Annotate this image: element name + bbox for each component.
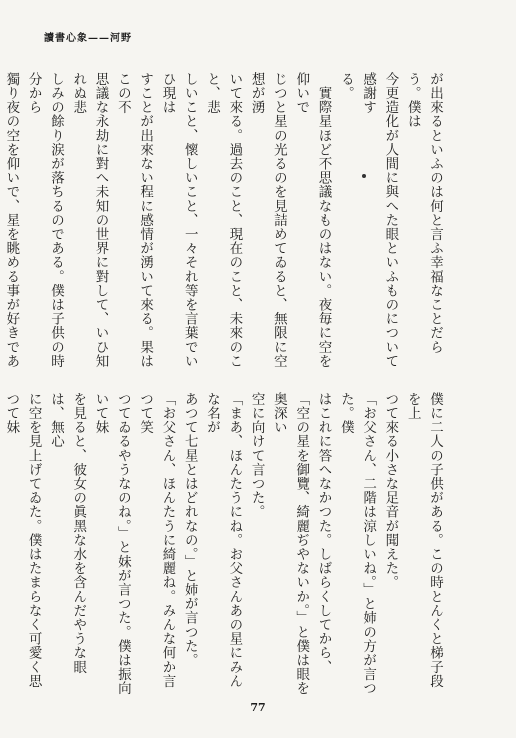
text-column: 實際星ほど不思議なものはない。夜毎に空を仰いで bbox=[293, 72, 332, 369]
text-column: はこれに答へなかつた。しばらくしてから、 bbox=[315, 392, 332, 674]
text-column: じつと星の光るのを見詰めてゐると、無限に空想が湧 bbox=[248, 72, 287, 369]
text-column: つてゐるやうなのね。」と妹が言つた。僕は振向いて妹 bbox=[92, 392, 131, 696]
text-column: が出來るといふのは何と言ふ幸福なことだらう。僕は bbox=[404, 72, 443, 354]
text-column: に空を見上げてゐた。僕はたまらなく可愛く思つて妹 bbox=[3, 392, 42, 689]
text-column: る。 bbox=[337, 72, 354, 101]
text-column: 「お父さん、ほんたうに綺麗ね。みんな何か言つて笑 bbox=[137, 392, 176, 689]
text-column: 「空の星を御覽、綺麗ぢやないか。」と僕は眼を奥深い bbox=[270, 392, 310, 696]
running-header: 讀書心象——河野 bbox=[44, 33, 132, 44]
text-column: いて來る。過去のこと、現在のこと、未來のこと、悲 bbox=[204, 72, 243, 369]
text-column: 空に向けて言つた。 bbox=[248, 392, 265, 519]
text-column: 獨り夜の空を仰いで、星を眺める事が好きであ bbox=[3, 72, 20, 369]
text-column: 僕に二人の子供がある。この時とんくと梯子段を上 bbox=[404, 392, 443, 689]
text-column: しいこと、懷しいこと、一々それ等を言葉でいひ現は bbox=[159, 72, 198, 369]
text-block-bottom bbox=[3, 392, 446, 696]
text-column: すことが出來ない程に感情が湧いて來る。果はこの不 bbox=[114, 72, 154, 369]
text-column: つて來る小さな足音が聞えた。 bbox=[382, 392, 399, 590]
page-number: 77 bbox=[250, 701, 266, 714]
text-column: 「まあ、ほんたうにね。お父さんあの星にみんな名が bbox=[204, 392, 243, 689]
text-column: あつて七星とはどれなの。」と姉が言つた。 bbox=[181, 392, 198, 668]
text-column: 今更造化が人間に與へた眼といふものについて感謝す bbox=[360, 72, 399, 369]
text-column: 「お父さん、二階は涼しいね。」と姉の方が言つた。僕 bbox=[337, 392, 377, 696]
text-column: を見ると、彼女の眞黑な水を含んだやうな眼は、無心 bbox=[47, 392, 87, 674]
text-column: しみの餘り涙が落ちるのである。僕は子供の時分から bbox=[25, 72, 64, 369]
text-block-top bbox=[3, 72, 446, 372]
text-column: 思議な永劫に對へ未知の世界に對して、いひ知れぬ悲 bbox=[70, 72, 109, 369]
